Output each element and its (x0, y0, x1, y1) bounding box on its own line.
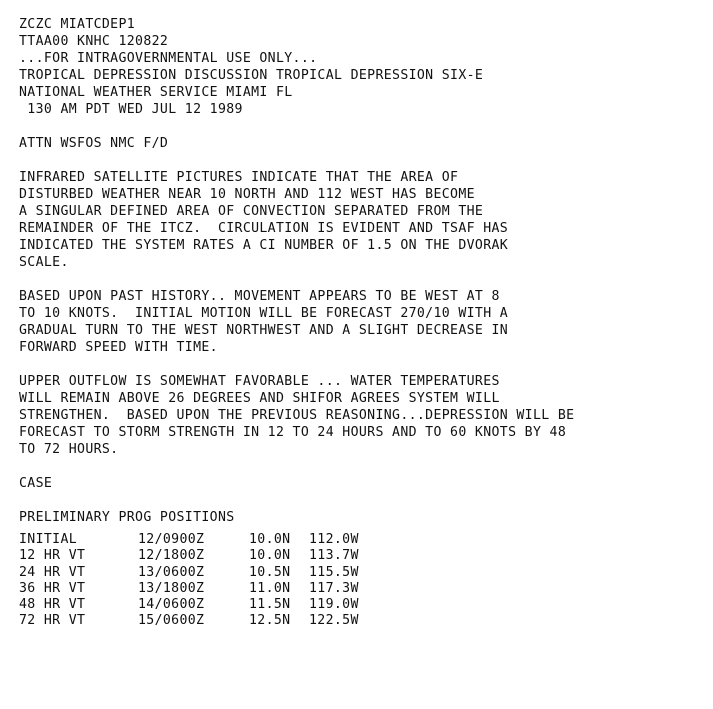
para1-line: A SINGULAR DEFINED AREA OF CONVECTION SEPARATED FROM THE (19, 204, 484, 219)
position-time: 12/1800Z (138, 548, 205, 564)
table-row (19, 613, 359, 629)
table-row (19, 580, 359, 597)
header-line: ZCZC MIATCDEP1 (19, 17, 136, 32)
para2-line: GRADUAL TURN TO THE WEST NORTHWEST AND A SLIGHT DECREASE IN (19, 323, 509, 338)
header-line: ...FOR INTRAGOVERNMENTAL USE ONLY... (19, 51, 318, 66)
header-line: TTAA00 KNHC 120822 (19, 34, 169, 49)
position-time: 14/0600Z (138, 597, 205, 613)
position-label: 36 HR VT (19, 580, 86, 596)
para3-line: STRENGTHEN. BASED UPON THE PREVIOUS REASONING...DEPRESSION WILL BE (19, 408, 575, 423)
position-label: INITIAL (19, 532, 78, 547)
table-row (19, 597, 359, 613)
prog-title: PRELIMINARY PROG POSITIONS (19, 510, 235, 525)
position-lon: 115.5W (309, 564, 359, 580)
position-label: 48 HR VT (19, 597, 86, 613)
position-time: 12/0900Z (138, 532, 205, 547)
position-lon: 119.0W (309, 597, 359, 613)
position-time: 13/1800Z (138, 580, 205, 596)
para1-line: SCALE. (19, 255, 69, 270)
position-lat: 11.5N (249, 597, 291, 613)
para2-line: BASED UPON PAST HISTORY.. MOVEMENT APPEARS TO BE WEST AT 8 (19, 289, 500, 304)
para1-line: REMAINDER OF THE ITCZ. CIRCULATION IS EVIDENT AND TSAF HAS (19, 221, 509, 236)
position-lon: 117.3W (309, 580, 359, 596)
position-label: 72 HR VT (19, 613, 86, 629)
position-lat: 10.0N (249, 532, 291, 547)
position-label: 12 HR VT (19, 548, 86, 564)
position-lat: 10.5N (249, 564, 291, 580)
para2-line: FORWARD SPEED WITH TIME. (19, 340, 218, 355)
para1-line: DISTURBED WEATHER NEAR 10 NORTH AND 112 WEST HAS BECOME (19, 187, 475, 202)
header-line: 130 AM PDT WED JUL 12 1989 (19, 102, 243, 117)
attn-line: ATTN WSFOS NMC F/D (19, 136, 169, 151)
para3-line: TO 72 HOURS. (19, 442, 119, 457)
case-line: CASE (19, 476, 53, 491)
header-line: TROPICAL DEPRESSION DISCUSSION TROPICAL DEPRESSION SIX-E (19, 68, 484, 83)
position-lat: 11.0N (249, 580, 291, 596)
position-label: 24 HR VT (19, 564, 86, 580)
header-line: NATIONAL WEATHER SERVICE MIAMI FL (19, 85, 293, 100)
para3-line: WILL REMAIN ABOVE 26 DEGREES AND SHIFOR AGREES SYSTEM WILL (19, 391, 500, 406)
para1-line: INDICATED THE SYSTEM RATES A CI NUMBER OF 1.5 ON THE DVORAK (19, 238, 509, 253)
position-lon: 122.5W (309, 613, 359, 629)
table-row (19, 548, 359, 564)
position-time: 15/0600Z (138, 613, 205, 629)
para1-line: INFRARED SATELLITE PICTURES INDICATE THAT THE AREA OF (19, 170, 459, 185)
para2-line: TO 10 KNOTS. INITIAL MOTION WILL BE FORECAST 270/10 WITH A (19, 306, 509, 321)
table-row (19, 532, 359, 548)
para3-line: UPPER OUTFLOW IS SOMEWHAT FAVORABLE ... WATER TEMPERATURES (19, 374, 500, 389)
position-lon: 112.0W (309, 532, 359, 547)
para3-line: FORECAST TO STORM STRENGTH IN 12 TO 24 HOURS AND TO 60 KNOTS BY 48 (19, 425, 567, 440)
position-time: 13/0600Z (138, 564, 205, 580)
position-lat: 12.5N (249, 613, 291, 629)
table-row (19, 564, 359, 581)
position-lat: 10.0N (249, 548, 291, 564)
prog-positions-table (19, 532, 359, 630)
position-lon: 113.7W (309, 548, 359, 564)
